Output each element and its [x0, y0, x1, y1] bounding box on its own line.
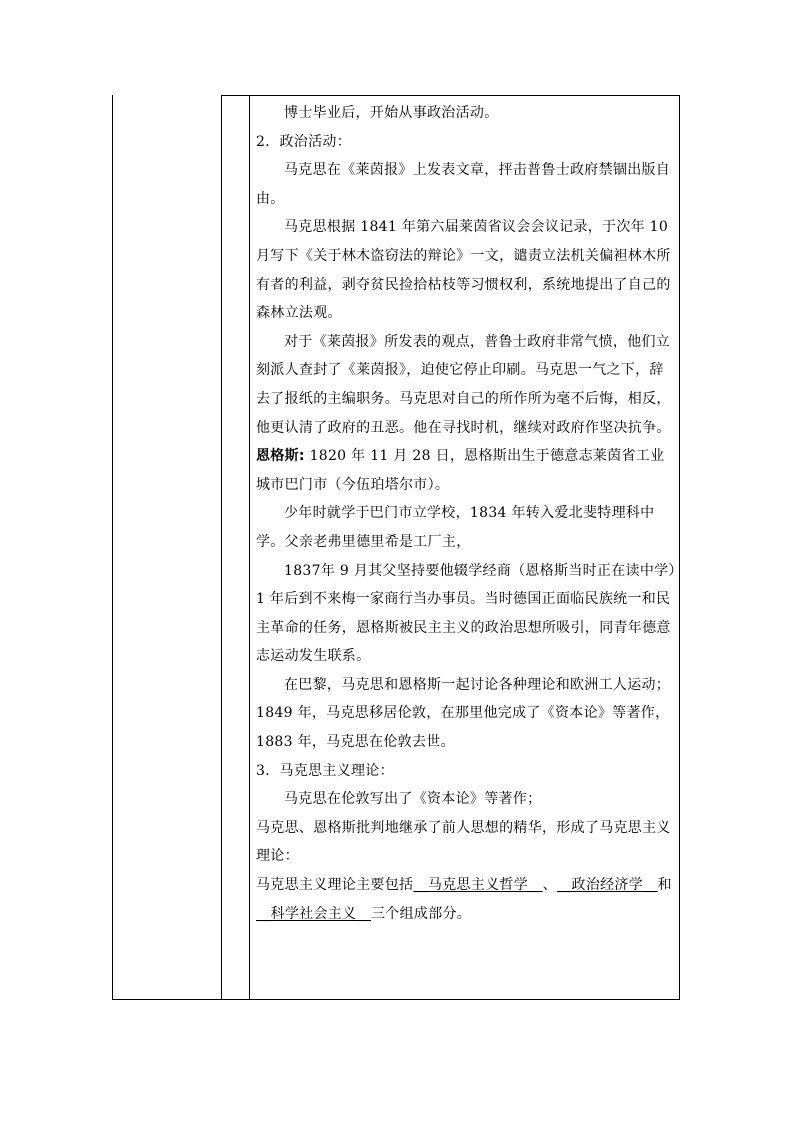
section-heading-theory: 3．马克思主义理论：: [256, 762, 394, 779]
paragraph-capital: 马克思在伦敦写出了《资本论》等著作；: [284, 791, 542, 808]
content-cell: [256, 99, 677, 928]
paragraph-newspaper-closed: 对于《莱茵报》所发表的观点，普鲁士政府非常气愤，他们立刻派人查封了《莱茵报》，迫使它停止印刷。马克思一气之下，辞去了报纸的主编职务。马克思对自己的所作所为毫不后悔，相反，他更认清了政府的丑恶。他在寻找时机，继续对政府作坚决抗争。: [256, 333, 671, 436]
paragraph-inheritance: 马克思、恩格斯批判地继承了前人思想的精华，形成了马克思主义理论：: [256, 819, 671, 865]
narrow-column-top-border: [221, 95, 249, 96]
blank-scientific-socialism: __科学社会主义__: [256, 905, 371, 922]
components-prefix: 马克思主义理论主要包括: [256, 877, 414, 894]
engels-label: 恩格斯:: [256, 448, 305, 465]
paragraph-engels-school: 少年时就学于巴门市立学校，1834 年转入爱北斐特理科中学。父亲老弗里德里希是工厂主，: [256, 505, 655, 550]
paragraph-paris: 在巴黎，马克思和恩格斯一起讨论各种理论和欧洲工人运动；: [284, 676, 671, 693]
content-cell-top-border: [249, 95, 679, 96]
blank-political-economy: __政治经济学__: [556, 877, 658, 894]
column-divider-right: [249, 95, 250, 999]
paragraph-forest-law: 马克思根据 1841 年第六届莱茵省议会会议记录，于次年 10 月写下《关于林木盗窃法的辩论》一文，谴责立法机关偏袒林木所有者的利益，剥夺贫民捡拾枯枝等习惯权利，系统地提出了自己的森林立法观。: [256, 219, 671, 322]
components-sep2: 和: [657, 877, 672, 894]
paragraph-components: [256, 871, 677, 928]
paragraph-rheinische-zeitung: 马克思在《莱茵报》上发表文章，抨击普鲁士政府禁锢出版自由。: [256, 162, 671, 207]
blank-philosophy: __马克思主义哲学__: [413, 877, 543, 894]
paragraph-engels-birth: [256, 442, 677, 499]
components-sep1: 、: [542, 877, 557, 894]
paragraph-london: 1849 年，马克思移居伦敦，在那里他完成了《资本论》等著作，1883 年，马克思在伦敦去世。: [256, 705, 670, 751]
section-heading-political: 2．政治活动：: [256, 133, 352, 150]
components-suffix: 三个组成部分。: [371, 905, 472, 922]
column-divider-left: [221, 95, 222, 999]
paragraph-engels-merchant: 1837年 9 月其父坚持要他辍学经商（恩格斯当时正在读中学）1 年后到不来梅一家商行当办事员。当时德国正面临民族统一和民主革命的任务，恩格斯被民主主义的政治思想所吸引，同青年德意志运动发生联系。: [256, 562, 676, 665]
engels-birth-text: 1820 年 11 月 28 日，恩格斯出生于德意志莱茵省工业城市巴门市（今伍珀塔尔市）。: [256, 448, 665, 493]
paragraph-phd: 博士毕业后，开始从事政治活动。: [284, 105, 499, 121]
